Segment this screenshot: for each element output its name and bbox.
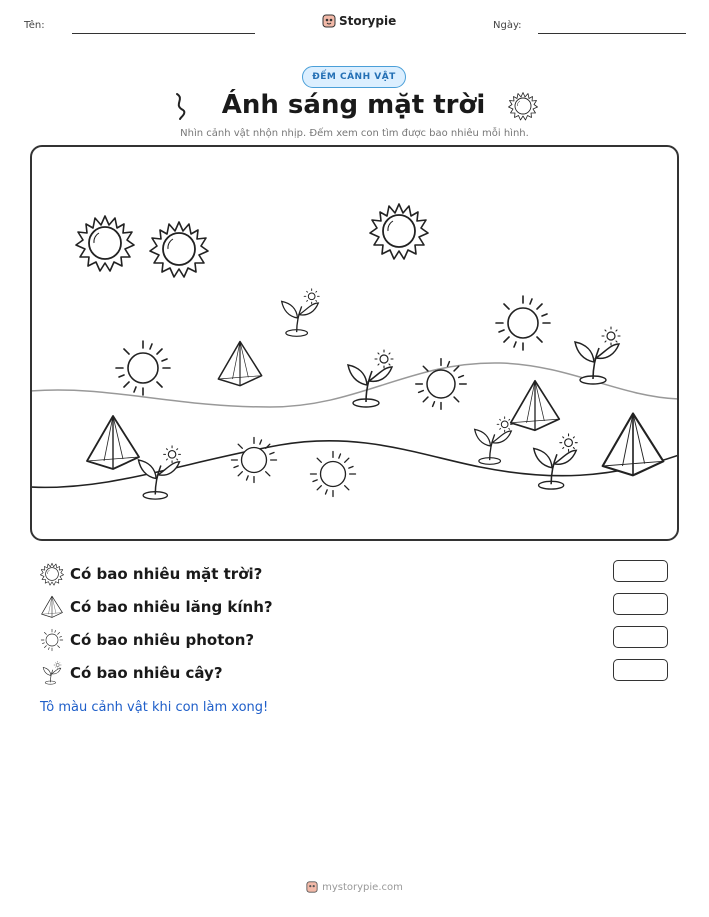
question-photons <box>40 628 254 652</box>
mascot-icon <box>306 880 318 894</box>
footer <box>0 880 709 894</box>
plant-object <box>475 417 512 465</box>
instructions-subtitle: Nhìn cảnh vật nhộn nhịp. Đếm xem con tìm được bao nhiêu mỗi hình. <box>180 128 529 139</box>
prism-object <box>218 342 261 386</box>
prism-icon <box>40 595 64 619</box>
plant-object <box>138 446 180 499</box>
answer-box-suns[interactable] <box>613 560 668 582</box>
sun-icon <box>508 91 538 121</box>
prism-object <box>87 416 139 469</box>
question-text: Có bao nhiêu lăng kính? <box>70 598 273 616</box>
date-field[interactable] <box>538 33 686 34</box>
sun-object <box>76 216 134 271</box>
sun-object <box>150 222 208 277</box>
mascot-icon <box>322 13 336 29</box>
title-text: Ánh sáng mặt trời <box>221 90 486 120</box>
photon-object <box>116 341 170 395</box>
brand-name: Storypie <box>339 14 397 28</box>
sun-object <box>370 204 428 259</box>
question-text: Có bao nhiêu mặt trời? <box>70 565 263 583</box>
category-badge: ĐẾM CẢNH VẬT <box>302 66 406 88</box>
photon-object <box>311 452 356 497</box>
photon-object <box>496 296 550 350</box>
question-prisms <box>40 595 273 619</box>
plant-object <box>282 289 320 337</box>
question-plants <box>40 661 223 685</box>
plant-object <box>575 327 620 384</box>
wave-icon <box>171 91 191 121</box>
brand-logo <box>322 13 396 29</box>
answer-box-photons[interactable] <box>613 626 668 648</box>
prism-object <box>603 414 664 476</box>
photon-object <box>416 359 466 409</box>
counting-scene <box>30 145 679 541</box>
coloring-instruction: Tô màu cảnh vật khi con làm xong! <box>40 700 269 715</box>
plant-object <box>534 434 578 489</box>
photon-object <box>232 438 277 483</box>
sun-icon <box>40 562 64 586</box>
question-suns <box>40 562 262 586</box>
date-label: Ngày: <box>493 20 522 31</box>
answer-box-plants[interactable] <box>613 659 668 681</box>
prism-object <box>511 381 560 430</box>
question-text: Có bao nhiêu cây? <box>70 664 223 682</box>
name-field[interactable] <box>72 33 255 34</box>
answer-box-prisms[interactable] <box>613 593 668 615</box>
name-label: Tên: <box>24 20 45 31</box>
plant-icon <box>40 661 64 685</box>
plant-object <box>348 350 393 407</box>
page-title <box>0 90 709 121</box>
footer-url[interactable]: mystorypie.com <box>322 881 403 893</box>
photon-icon <box>40 628 64 652</box>
question-text: Có bao nhiêu photon? <box>70 631 255 649</box>
